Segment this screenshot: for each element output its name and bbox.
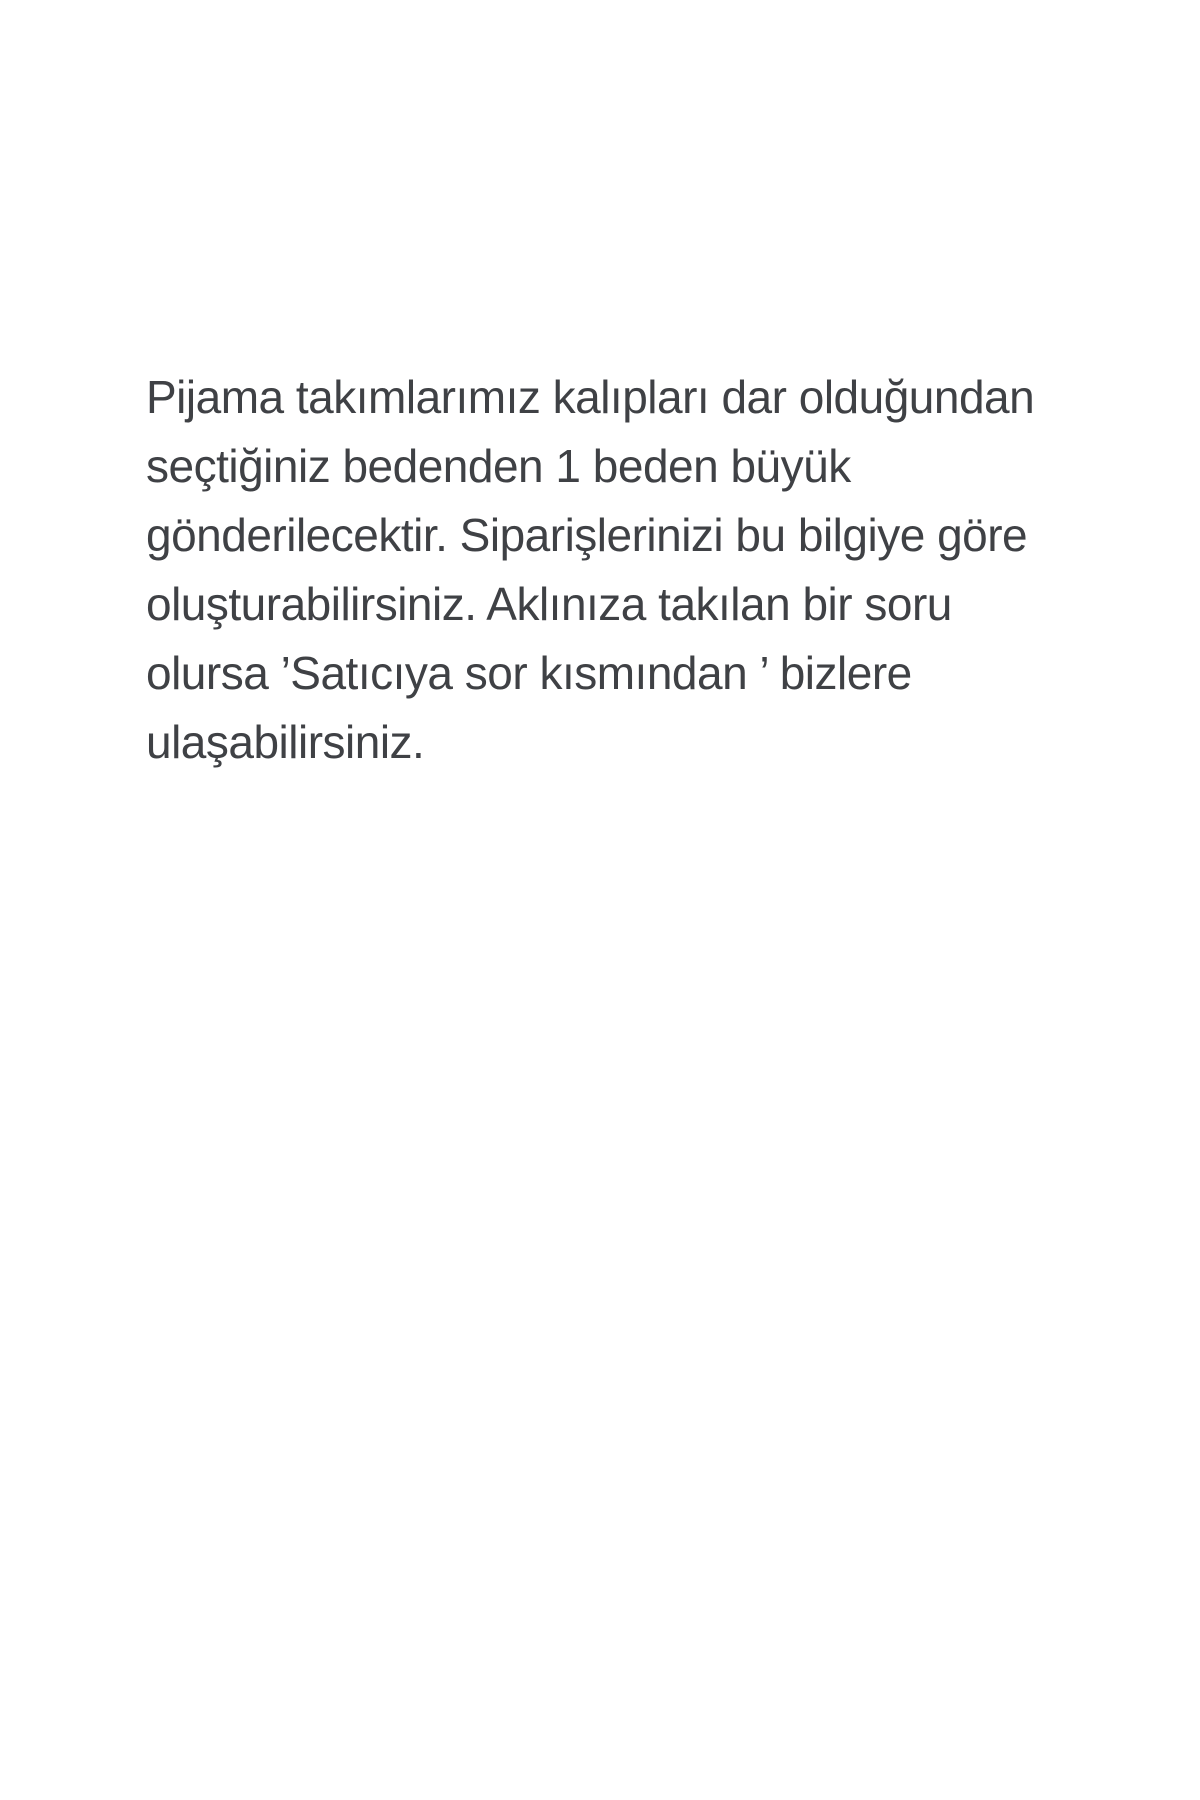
- product-description-paragraph: [146, 363, 1106, 777]
- description-line-3: gönderilecektir. Siparişlerinizi bu bilgiye göre: [146, 509, 1028, 561]
- description-line-1: Pijama takımlarımız kalıpları dar olduğundan: [146, 371, 1035, 423]
- description-line-6: ulaşabilirsiniz.: [146, 716, 425, 768]
- description-line-5: olursa ’Satıcıya sor kısmından ’ bizlere: [146, 647, 912, 699]
- description-line-4: oluşturabilirsiniz. Aklınıza takılan bir soru: [146, 578, 952, 630]
- description-line-2: seçtiğiniz bedenden 1 beden büyük: [146, 440, 851, 492]
